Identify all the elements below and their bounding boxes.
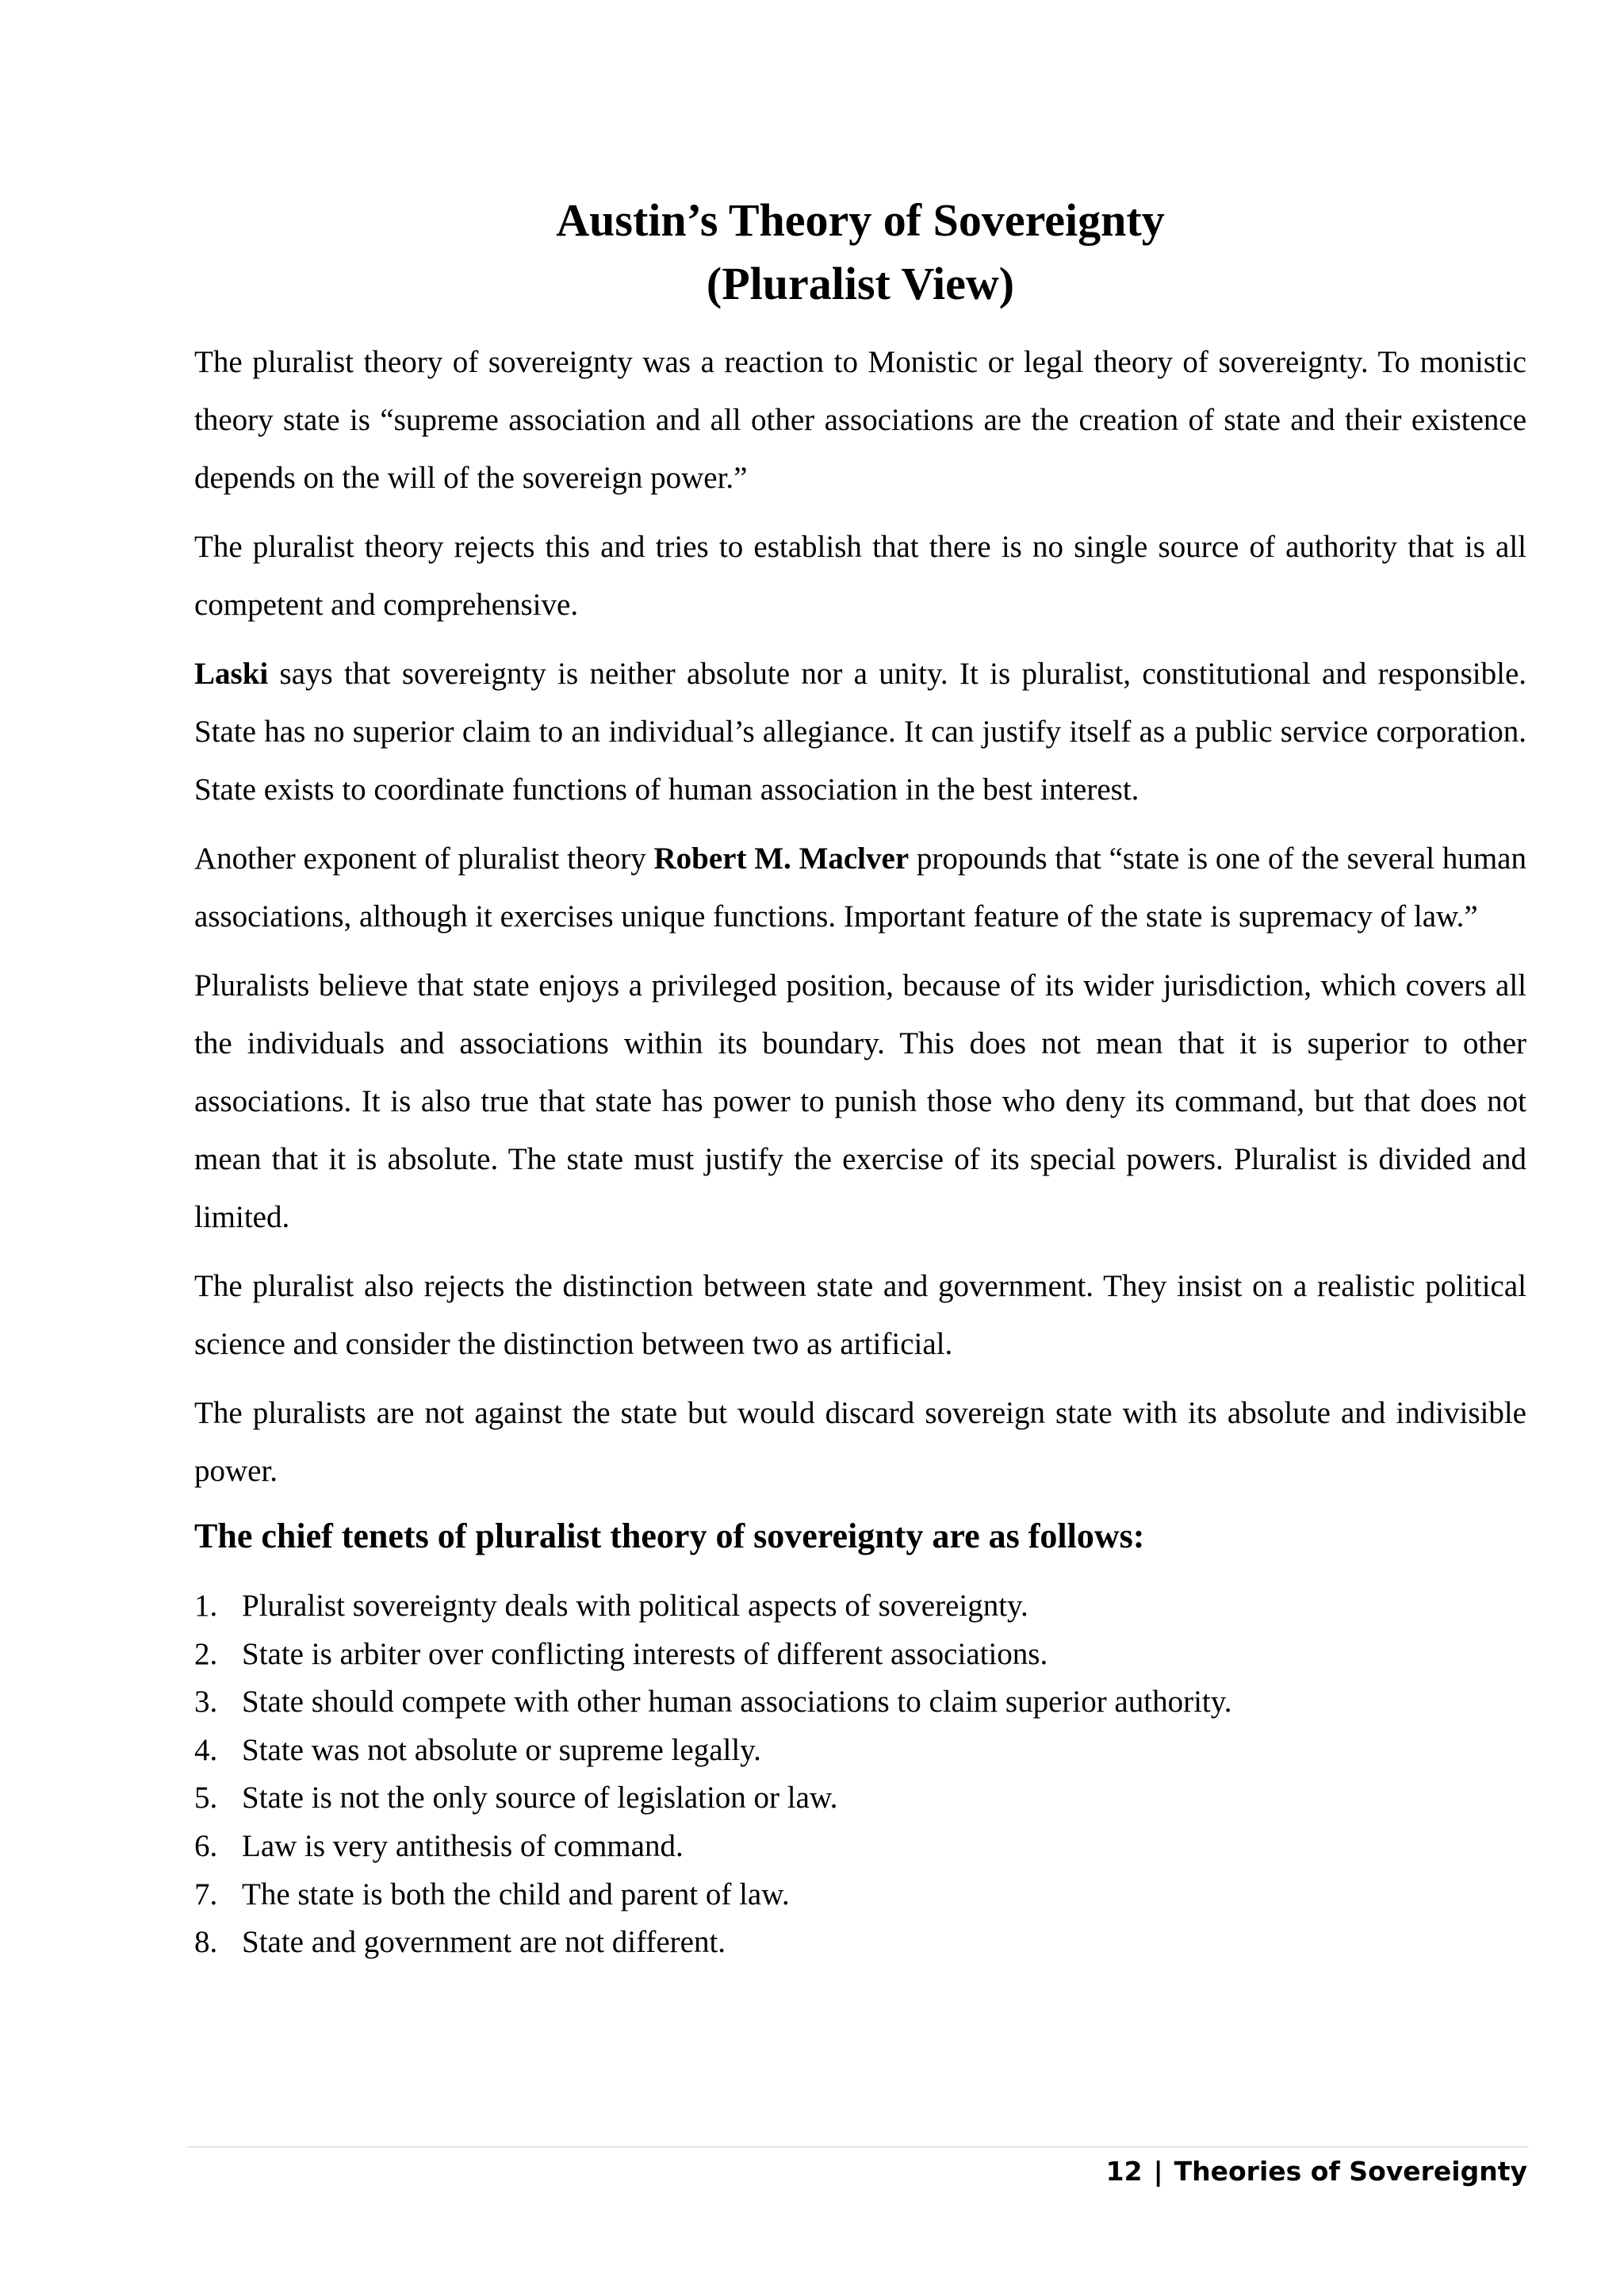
list-item	[194, 1774, 1526, 1823]
list-item	[194, 1678, 1526, 1727]
list-item-number: 3.	[194, 1685, 218, 1720]
footer-divider	[187, 2146, 1529, 2148]
paragraph-3-text: says that sovereignty is neither absolute nor a unity. It is pluralist, constitutional and responsible. State has no superior claim to an individual’s allegiance. It can justify itself as a public service corporation. State exists to coordinate functions of human association in the best interest.	[194, 657, 1526, 807]
list-item-text: State and government are not different.	[242, 1925, 726, 1960]
paragraph-6: The pluralist also rejects the distinction between state and government. They insist on a realistic political science and consider the distinction between two as artificial.	[194, 1269, 1526, 1361]
title-line-1: Austin’s Theory of Sovereignty	[556, 194, 1165, 246]
title-line-2: (Pluralist View)	[706, 258, 1015, 309]
paragraph-4-text: propounds that “state is one of the several human associations, although it exercises unique functions. Important feature of the state is supremacy of law.”	[194, 842, 1526, 934]
tenets-heading: The chief tenets of pluralist theory of sovereignty are as follows:	[194, 1517, 1145, 1555]
footer-separator: |	[1153, 2156, 1163, 2187]
paragraph-4-start: Another exponent of pluralist theory	[194, 842, 654, 876]
list-item-number: 2.	[194, 1636, 218, 1671]
list-item	[194, 1871, 1526, 1919]
paragraph-3	[194, 645, 1526, 819]
list-item	[194, 1919, 1526, 1967]
list-item-number: 7.	[194, 1877, 218, 1911]
list-item	[194, 1631, 1526, 1679]
list-item-text: State should compete with other human associations to claim superior authority.	[242, 1685, 1232, 1720]
page-content	[194, 189, 1526, 1967]
laski-name: Laski	[194, 657, 269, 691]
list-item	[194, 1727, 1526, 1775]
list-item	[194, 1582, 1526, 1631]
page-title	[194, 189, 1526, 316]
list-item-text: State is not the only source of legislation or law.	[242, 1781, 838, 1816]
paragraph-7: The pluralists are not against the state but would discard sovereign state with its absolute and indivisible power.	[194, 1396, 1526, 1488]
list-item-number: 5.	[194, 1781, 218, 1816]
paragraph-1: The pluralist theory of sovereignty was a reaction to Monistic or legal theory of sovereignty. To monistic theory state is “supreme association and all other associations are the creation of state and their existence depends on the will of the sovereign power.”	[194, 345, 1526, 495]
tenets-list	[194, 1582, 1526, 1967]
list-item-text: Law is very antithesis of command.	[242, 1828, 684, 1863]
list-item-number: 1.	[194, 1589, 218, 1623]
list-item-text: State is arbiter over conflicting interests of different associations.	[242, 1636, 1048, 1671]
paragraph-2: The pluralist theory rejects this and tries to establish that there is no single source of authority that is all competent and comprehensive.	[194, 530, 1526, 622]
footer-section-title: Theories of Sovereignty	[1174, 2156, 1527, 2187]
list-item-number: 4.	[194, 1732, 218, 1767]
list-item-number: 6.	[194, 1828, 218, 1863]
paragraph-5: Pluralists believe that state enjoys a privileged position, because of its wider jurisdiction, which covers all the individuals and associations within its boundary. This does not mean that it is superior to other associations. It is also true that state has power to punish those who deny its command, but that does not mean that it is absolute. The state must justify the exercise of its special powers. Pluralist is divided and limited.	[194, 968, 1526, 1234]
paragraph-4	[194, 830, 1526, 945]
maciver-name: Robert M. Maclver	[653, 842, 910, 876]
list-item-text: State was not absolute or supreme legally.	[242, 1732, 761, 1767]
page-number: 12	[1105, 2156, 1143, 2187]
list-item-number: 8.	[194, 1925, 218, 1960]
list-item-text: The state is both the child and parent of law.	[242, 1877, 790, 1911]
list-item-text: Pluralist sovereignty deals with political aspects of sovereignty.	[242, 1589, 1028, 1623]
page-footer	[1106, 2156, 1527, 2187]
list-item	[194, 1823, 1526, 1871]
